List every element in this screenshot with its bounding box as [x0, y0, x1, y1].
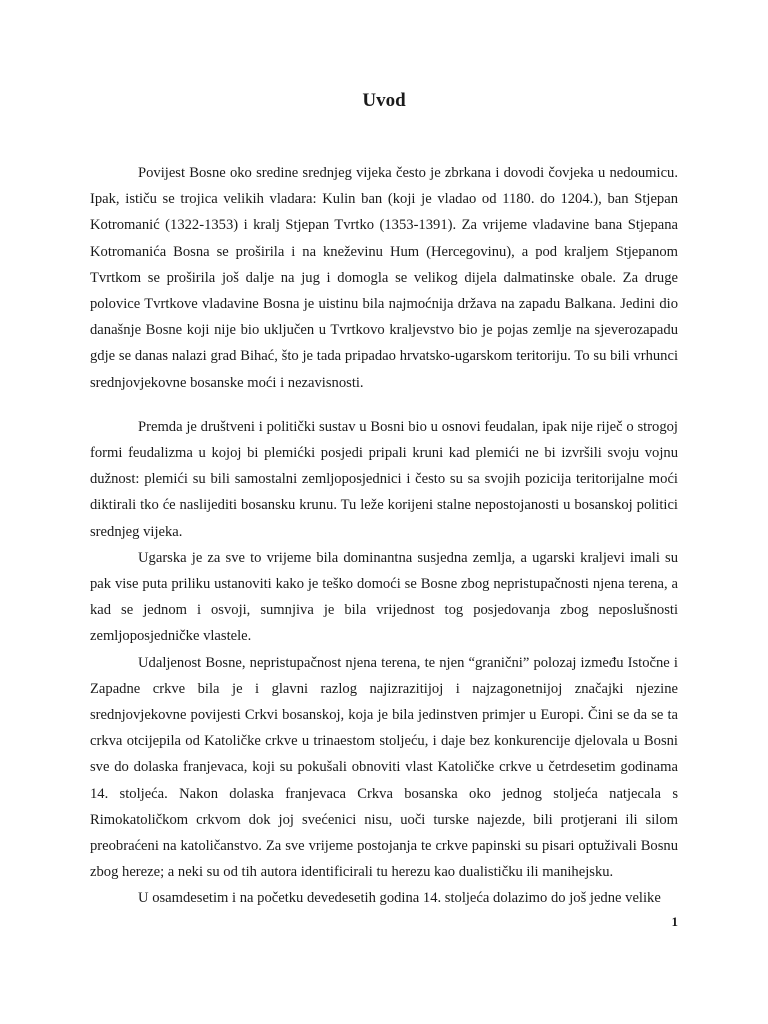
- paragraph-3: Ugarska je za sve to vrijeme bila dominantna susjedna zemlja, a ugarski kraljevi imali su pak vise puta priliku ustanoviti kako je teško domoći se Bosne zbog nepristupačnosti njena terena, a kad se jednom i osvoji, sumnjiva je bila vrijednost tog posjedovanja zbog neposlušnosti zemljoposjedničke vlastele.: [90, 549, 678, 645]
- paragraph-4: Udaljenost Bosne, nepristupačnost njena terena, te njen “granični” polozaj između Istočne i Zapadne crkve bila je i glavni razlog najizrazitijoj i najzagonetnijoj značajki njezine srednjovjekovne povijesti Crkvi bosanskoj, koja je bila jedinstven primjer u Europi. Čini se da se ta crkva otcijepila od Katoličke crkve u trinaestom stoljeću, i daje bez konkurencije djelovala u Bosni sve do dolaska franjevaca, koji su pokušali obnoviti vlast Katoličke crkve u četrdesetim godinama 14. stoljeća. Nakon dolaska franjevaca Crkva bosanska oko jednog stoljeća natjecala s Rimokatoličkom crkvom dok joj svećenici nisu, uoči turske najezde, bili protjerani ili silom preobraćeni na katoličanstvo. Za sve vrijeme postojanja te crkve papinski su pisari optuživali Bosnu zbog hereze; a neki su od tih autora identificirali tu herezu kao dualističku ili manihejsku.: [90, 654, 678, 881]
- paragraph-2: Premda je društveni i politički sustav u Bosni bio u osnovi feudalan, ipak nije riječ o strogoj formi feudalizma u kojoj bi plemićki posjedi pripali kruni kad plemići ne bi izvršili svoju vojnu dužnost: plemići su bili samostalni zemljoposjednici i često su sa svojih pozicija teritorijalne moći diktirali tko će naslijediti bosansku krunu. Tu leže korijeni stalne nepostojanosti u bosanskoj politici srednjeg vijeka.: [90, 418, 678, 540]
- page-number: 1: [671, 914, 678, 929]
- paragraph-5: U osamdesetim i na početku devedesetih godina 14. stoljeća dolazimo do još jedne velike: [138, 890, 661, 907]
- paragraph-1: Povijest Bosne oko sredine srednjeg vijeka često je zbrkana i dovodi čovjeka u nedoumicu. Ipak, ističu se trojica velikih vladara: Kulin ban (koji je vladao od 1180. do 1204.), ban Stjepan Kotromanić (1322-1353) i kralj Stjepan Tvrtko (1353-1391). Za vrijeme vladavine bana Stjepana Kotromanića Bosna se proširila i na kneževinu Hum (Hercegovinu), a pod kraljem Stjepanom Tvrtkom se proširila još dalje na jug i domogla se velikog dijela dalmatinske obale. Za druge polovice Tvrtkove vladavine Bosna je uistinu bila najmoćnija država na zapadu Balkana. Jedini dio današnje Bosne koji nije bio uključen u Tvrtkovo kraljevstvo bio je pojas zemlje na sjeverozapadu gdje se danas nalazi grad Bihać, što je tada pripadao hrvatsko-ugarskom teritoriju. To su bili vrhunci srednjovjekovne bosanske moći i nezavisnosti.: [90, 165, 678, 391]
- page-title: Uvod: [362, 90, 406, 111]
- document-body: [90, 160, 678, 912]
